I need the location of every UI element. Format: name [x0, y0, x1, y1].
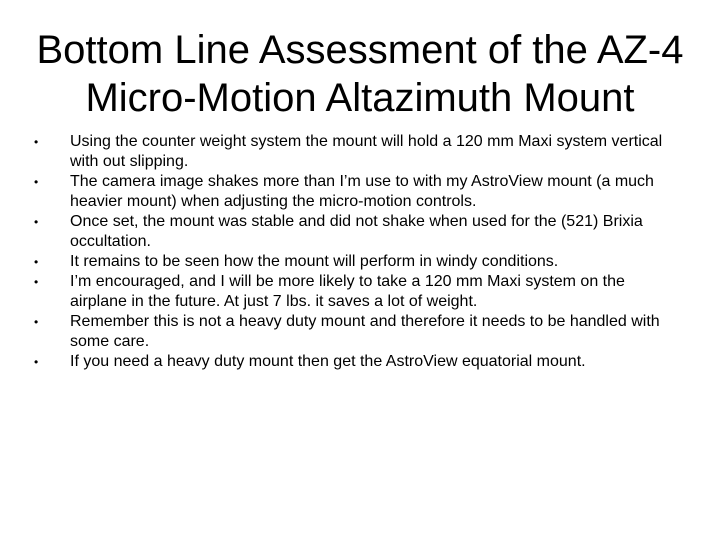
bullet-icon: •	[34, 175, 39, 189]
bullet-item	[34, 272, 684, 312]
bullet-text: Using the counter weight system the mount will hold a 120 mm Maxi system vertical with out slipping.	[70, 133, 663, 170]
bullet-text: If you need a heavy duty mount then get the AstroView equatorial mount.	[70, 353, 586, 370]
bullet-text: Remember this is not a heavy duty mount and therefore it needs to be handled with some care.	[70, 313, 660, 350]
slide-title: Bottom Line Assessment of the AZ-4 Micro-Motion Altazimuth Mount	[36, 28, 684, 120]
bullet-icon: •	[34, 215, 39, 229]
bullet-item	[34, 312, 684, 352]
bullet-icon: •	[34, 255, 39, 269]
bullet-icon: •	[34, 275, 39, 289]
bullet-item	[34, 352, 684, 372]
bullet-text: It remains to be seen how the mount will perform in windy conditions.	[70, 253, 559, 270]
bullet-text: The camera image shakes more than I’m use to with my AstroView mount (a much heavier mount) when adjusting the micro-motion controls.	[70, 173, 654, 210]
bullet-item	[34, 132, 684, 172]
bullet-list	[34, 132, 684, 372]
bullet-icon: •	[34, 355, 39, 369]
bullet-text: I’m encouraged, and I will be more likely to take a 120 mm Maxi system on the airplane in the future. At just 7 lbs. it saves a lot of weight.	[70, 273, 625, 310]
bullet-item	[34, 212, 684, 252]
bullet-item	[34, 172, 684, 212]
bullet-icon: •	[34, 315, 39, 329]
bullet-text: Once set, the mount was stable and did not shake when used for the (521) Brixia occultation.	[70, 213, 643, 250]
bullet-item	[34, 252, 684, 272]
bullet-icon: •	[34, 135, 39, 149]
